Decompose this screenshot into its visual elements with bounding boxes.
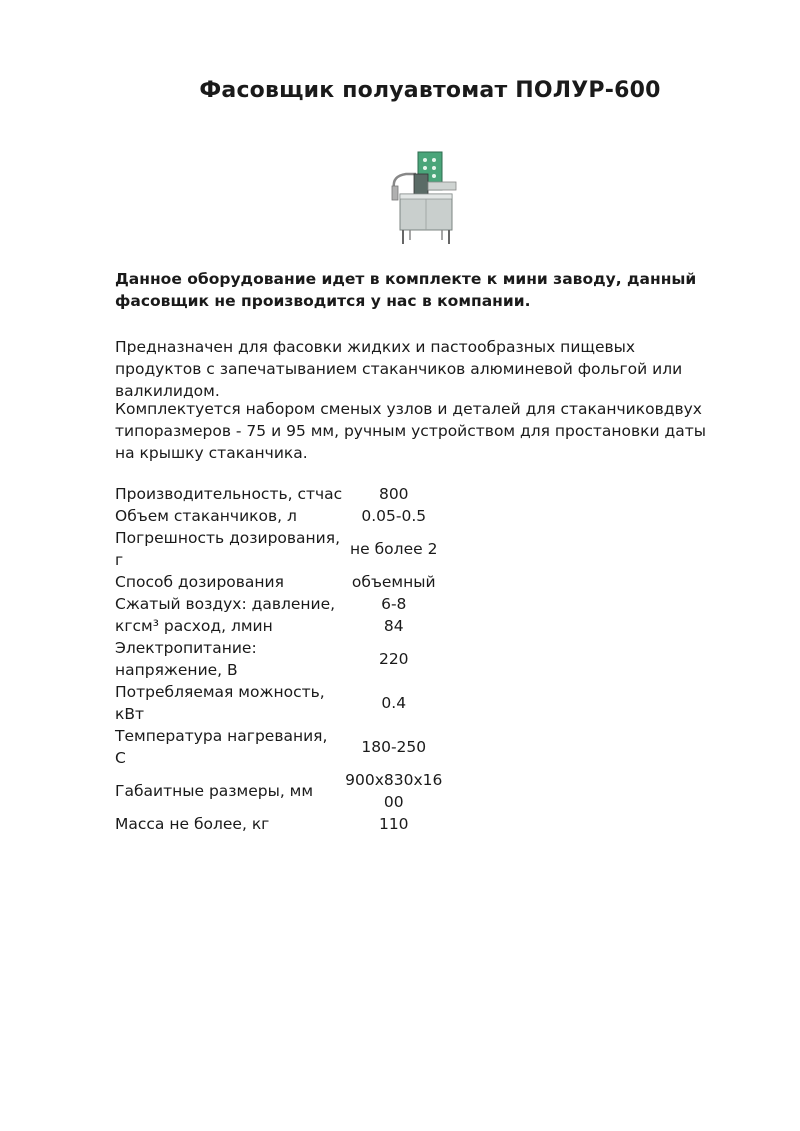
spec-label: Электропитание: напряжение, В xyxy=(115,639,257,679)
specifications-table xyxy=(115,483,445,835)
page-title: Фасовщик полуавтомат ПОЛУР-600 xyxy=(199,78,661,103)
spec-row xyxy=(115,505,445,527)
filling-machine-image xyxy=(388,148,464,250)
spec-label: Способ дозирования xyxy=(115,573,284,591)
spec-value: 0.4 xyxy=(381,694,407,712)
spec-label: Объем стаканчиков, л xyxy=(115,507,297,525)
spec-value: не более 2 xyxy=(350,540,438,558)
supply-notice: Данное оборудование идет в комплекте к мини заводу, данный фасовщик не производится у нас в компании. xyxy=(115,270,697,310)
spec-row xyxy=(115,593,445,637)
spec-label: Сжатый воздух: давление, кгсм³ расход, лмин xyxy=(115,595,336,635)
spec-label: Потребляемая можность, кВт xyxy=(115,683,325,723)
spec-row xyxy=(115,571,445,593)
equipment-description: Комплектуется набором сменых узлов и деталей для стаканчиковдвух типоразмеров - 75 и 95 мм, ручным устройством для простановки даты на крышку стаканчика. xyxy=(115,400,707,462)
spec-value-pressure: 6-8 xyxy=(381,595,407,613)
spec-row xyxy=(115,483,445,505)
spec-row xyxy=(115,527,445,571)
spec-value: 800 xyxy=(378,485,409,503)
spec-value: 110 xyxy=(378,815,409,833)
spec-value: 180-250 xyxy=(361,738,427,756)
spec-label: Габаитные размеры, мм xyxy=(115,782,314,800)
spec-label: Температура нагревания, С xyxy=(115,727,328,767)
spec-row xyxy=(115,681,445,725)
spec-row xyxy=(115,769,445,813)
spec-value: 220 xyxy=(378,650,409,668)
spec-row xyxy=(115,813,445,835)
spec-label: Масса не более, кг xyxy=(115,815,270,833)
spec-row xyxy=(115,725,445,769)
spec-label: Погрешность дозирования, г xyxy=(115,529,340,569)
spec-value xyxy=(343,593,446,637)
spec-value: объемный xyxy=(351,573,436,591)
spec-value: 900x830x1600 xyxy=(345,771,443,811)
spec-row xyxy=(115,637,445,681)
spec-value: 0.05-0.5 xyxy=(361,507,427,525)
purpose-description: Предназначен для фасовки жидких и пастообразных пищевых продуктов с запечатыванием стаканчиков алюминевой фольгой или валкилидом. xyxy=(115,338,683,400)
spec-label: Производительность, стчас xyxy=(115,485,343,503)
spec-value-flow: 84 xyxy=(383,617,404,635)
